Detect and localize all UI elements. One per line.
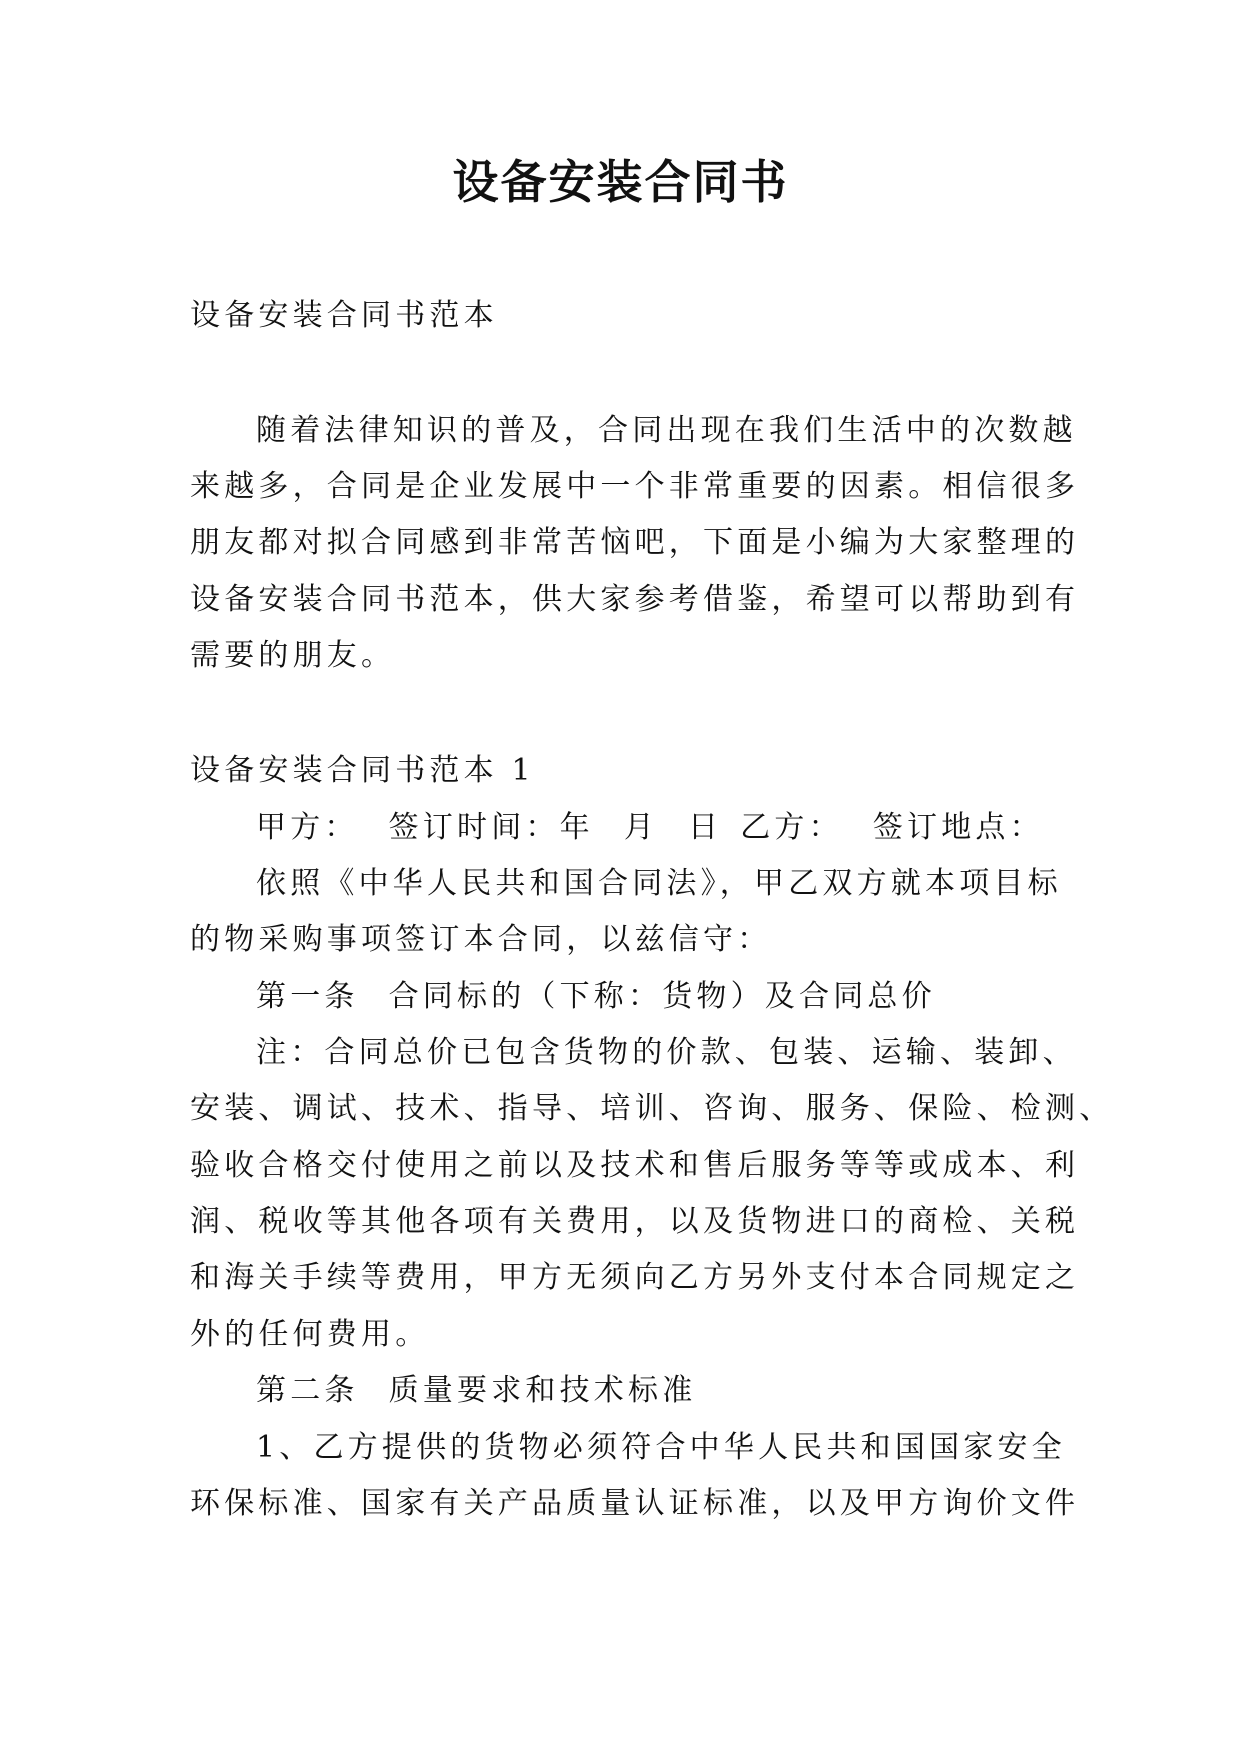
day-label: 日: [688, 810, 723, 845]
intro-line: 设备安装合同书范本，供大家参考借鉴，希望可以帮助到有: [190, 582, 1080, 617]
party-a-label: 甲方：: [256, 810, 359, 845]
intro-line: 需要的朋友。: [190, 638, 396, 673]
article-number: 第二条: [256, 1373, 359, 1408]
intro-line: 来越多，合同是企业发展中一个非常重要的因素。相信很多: [190, 469, 1080, 504]
article-2-heading: [256, 1371, 696, 1411]
subtitle: 设备安装合同书范本: [190, 298, 498, 333]
party-b-label: 乙方：: [740, 810, 843, 845]
note-line: 注：合同总价已包含货物的价款、包装、运输、装卸、: [256, 1035, 1077, 1070]
month-label: 月: [623, 810, 659, 845]
intro-line: 朋友都对拟合同感到非常苦恼吧，下面是小编为大家整理的: [190, 525, 1080, 560]
sign-time-label: 签订时间：年: [388, 810, 594, 845]
article-title: 质量要求和技术标准: [388, 1373, 697, 1408]
note-line: 安装、调试、技术、指导、培训、咨询、服务、保险、检测、: [190, 1091, 1114, 1126]
intro-line: 随着法律知识的普及，合同出现在我们生活中的次数越: [256, 413, 1077, 448]
article-number: 第一条: [256, 979, 359, 1014]
document-title: 设备安装合同书: [452, 155, 789, 209]
clause-line: 1、乙方提供的货物必须符合中华人民共和国国家安全: [256, 1430, 1066, 1465]
note-line: 和海关手续等费用，甲方无须向乙方另外支付本合同规定之: [190, 1260, 1080, 1295]
preamble-line: 依照《中华人民共和国合同法》，甲乙双方就本项目标: [256, 866, 1062, 901]
article-1-heading: [256, 977, 936, 1017]
note-line: 润、税收等其他各项有关费用，以及货物进口的商检、关税: [190, 1204, 1080, 1239]
preamble-line: 的物采购事项签订本合同，以兹信守：: [190, 922, 772, 957]
sign-place-label: 签订地点：: [872, 810, 1044, 845]
parties-line: [256, 808, 1044, 848]
clause-line: 环保标准、国家有关产品质量认证标准，以及甲方询价文件: [190, 1486, 1080, 1521]
section-heading: 设备安装合同书范本 1: [190, 753, 535, 788]
note-line: 验收合格交付使用之前以及技术和售后服务等等或成本、利: [190, 1148, 1080, 1183]
article-title: 合同标的（下称：货物）及合同总价: [388, 979, 936, 1014]
note-line: 外的任何费用。: [190, 1317, 430, 1352]
